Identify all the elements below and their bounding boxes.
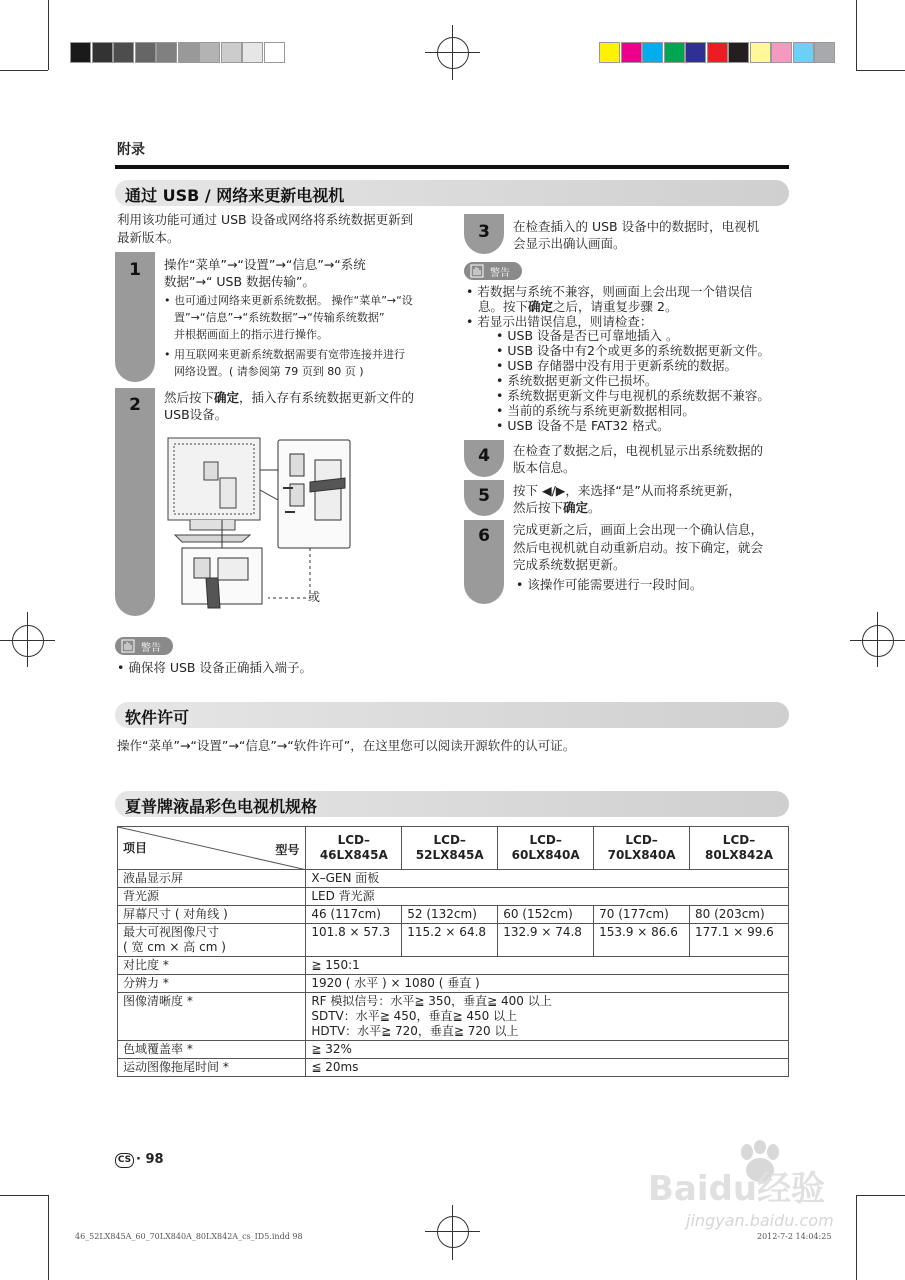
warning-right-b1-line1: • 若数据与系统不兼容，则画面上会出现一个错误信 — [466, 284, 753, 299]
table-row: 背光源 LED 背光源 — [118, 888, 789, 906]
side-terminal-detail — [278, 440, 350, 548]
warning-hand-icon — [470, 264, 484, 278]
color-swatch — [793, 42, 814, 63]
software-license-section-title: 软件许可 — [115, 702, 789, 728]
usb-intro-line1: 利用该功能可通过 USB 设备或网络将系统数据更新到 — [117, 212, 414, 227]
table-row: 液晶显示屏 X–GEN 面板 — [118, 870, 789, 888]
table-row: 分辨力 * 1920 ( 水平 ) × 1080 ( 垂直 ) — [118, 975, 789, 993]
table-row: 运动图像拖尾时间 * ≦ 20ms — [118, 1059, 789, 1077]
language-badge: CS — [115, 1153, 134, 1168]
warning-hand-icon — [121, 639, 135, 653]
check-item: • 系统数据更新文件已损坏。 — [496, 373, 658, 388]
table-row: 屏幕尺寸 ( 对角线 ) 46 (117cm) 52 (132cm) 60 (152cm) 70 (177cm) 80 (203cm) — [118, 906, 789, 924]
indd-filename: 46_52LX845A_60_70LX840A_80LX842A_cs_ID5.indd 98 — [75, 1232, 303, 1241]
step3-number: 3 — [478, 222, 490, 242]
gray-swatch — [92, 42, 113, 63]
usb-update-section-title: 通过 USB / 网络来更新电视机 — [115, 180, 789, 206]
step2-number: 2 — [129, 395, 141, 415]
figure-or-label: 或 — [308, 590, 321, 604]
step4-line1: 在检查了数据之后，电视机显示出系统数据的 — [513, 443, 764, 458]
spec-table — [117, 826, 789, 1077]
step4-number: 4 — [478, 446, 490, 466]
color-swatch — [642, 42, 663, 63]
color-swatch — [707, 42, 728, 63]
software-license-text: 操作“菜单”→“设置”→“信息”→“软件许可”，在这里您可以阅读开源软件的认可证。 — [117, 738, 576, 753]
watermark-text: Baidu经验 — [648, 1169, 826, 1209]
table-header-row — [118, 827, 789, 870]
step1-number: 1 — [129, 260, 141, 280]
watermark-url: jingyan.baidu.com — [686, 1211, 834, 1230]
step1-note1: • 也可通过网络来更新系统数据。 操作“菜单”→“设 置”→“信息”→“系统数据”→“传输系统数据” 并根据画面上的指示进行操作。 — [164, 294, 413, 341]
step2-line1: 然后按下确定，插入存有系统数据更新文件的 — [164, 390, 415, 405]
header-rule — [115, 165, 789, 169]
step5-number: 5 — [478, 486, 490, 506]
step3-line2: 会显示出确认画面。 — [513, 236, 626, 251]
model-header: LCD– 70LX840A — [594, 827, 690, 870]
color-swatch — [685, 42, 706, 63]
color-swatch — [728, 42, 749, 63]
step1-line1: 操作“菜单”→“设置”→“信息”→“系统 — [164, 257, 366, 272]
check-item: • USB 设备中有2个或更多的系统数据更新文件。 — [496, 343, 770, 358]
check-item: • USB 存储器中没有用于更新系统的数据。 — [496, 358, 737, 373]
check-item: • USB 设备是否已可靠地插入 。 — [496, 328, 679, 343]
step2-bar — [115, 388, 155, 616]
warning-right-b2: • 若显示出错误信息，则请检查： — [466, 314, 653, 329]
warning-check-list — [496, 328, 770, 433]
color-swatch — [621, 42, 642, 63]
warning-right-b1-line2: 息。按下确定之后，请重复步骤 2。 — [478, 299, 678, 314]
gray-swatch — [113, 42, 134, 63]
gray-swatch — [70, 42, 91, 63]
color-swatch — [664, 42, 685, 63]
step3-line1: 在检查插入的 USB 设备中的数据时，电视机 — [513, 219, 760, 234]
usb-intro-line2: 最新版本。 — [117, 230, 180, 245]
step2-line2: USB设备。 — [164, 407, 228, 422]
color-swatch — [771, 42, 792, 63]
check-item: • USB 设备不是 FAT32 格式。 — [496, 418, 670, 433]
warning-left-text: • 确保将 USB 设备正确插入端子。 — [117, 660, 312, 675]
step1-note2: • 用互联网来更新系统数据需要有宽带连接并进行 网络设置。( 请参阅第 79 页到 80 页 ) — [164, 348, 405, 378]
step1-line2: 数据”→“ USB 数据传输”。 — [164, 274, 316, 289]
step6-note: • 该操作可能需要进行一段时间。 — [516, 577, 703, 592]
warning-badge-right: 警告 — [464, 262, 522, 280]
spec-section-title: 夏普牌液晶彩色电视机规格 — [115, 791, 789, 817]
step5-line1: 按下 ◀/▶，来选择“是”从而将系统更新， — [513, 483, 741, 498]
gray-swatch — [199, 42, 220, 63]
table-row: 色域覆盖率 * ≧ 32% — [118, 1041, 789, 1059]
warning-badge-left: 警告 — [115, 637, 173, 655]
rear-terminal-detail — [182, 548, 262, 608]
step6-line2: 然后电视机就自动重新启动。按下确定，就会 — [513, 540, 764, 555]
model-header: LCD– 52LX845A — [402, 827, 498, 870]
appendix-label: 附录 — [117, 142, 145, 158]
model-header: LCD– 80LX842A — [690, 827, 789, 870]
header-item-cell: 项目 型号 — [118, 827, 306, 870]
gray-swatch — [156, 42, 177, 63]
table-row: 最大可视图像尺寸 ( 宽 cm × 高 cm ) 101.8 × 57.3 115.2 × 64.8 132.9 × 74.8 153.9 × 86.6 177.1 × 99.6 — [118, 924, 789, 957]
color-swatch — [814, 42, 835, 63]
gray-swatch — [242, 42, 263, 63]
tv-rear-panel — [168, 438, 260, 542]
check-item: • 当前的系统与系统更新数据相同。 — [496, 403, 695, 418]
gray-swatch — [264, 42, 285, 63]
step5-line2: 然后按下确定。 — [513, 500, 601, 515]
table-row: 图像清晰度 * RF 模拟信号：水平≧ 350，垂直≧ 400 以上 SDTV：水平≧ 450，垂直≧ 450 以上 HDTV：水平≧ 720，垂直≧ 720 以上 — [118, 993, 789, 1041]
print-timestamp: 2012-7-2 14:04:25 — [757, 1232, 832, 1241]
gray-swatch — [221, 42, 242, 63]
color-swatch — [750, 42, 771, 63]
table-row: 对比度 * ≧ 150:1 — [118, 957, 789, 975]
page-number: · 98 — [136, 1152, 164, 1167]
step6-line3: 完成系统数据更新。 — [513, 557, 626, 572]
step6-number: 6 — [478, 526, 490, 546]
gray-swatch — [135, 42, 156, 63]
check-item: • 系统数据更新文件与电视机的系统数据不兼容。 — [496, 388, 770, 403]
gray-swatch — [178, 42, 199, 63]
step4-line2: 版本信息。 — [513, 460, 576, 475]
model-header: LCD– 60LX840A — [498, 827, 594, 870]
step6-line1: 完成更新之后，画面上会出现一个确认信息， — [513, 522, 764, 537]
model-header: LCD– 46LX845A — [306, 827, 402, 870]
color-swatch — [599, 42, 620, 63]
